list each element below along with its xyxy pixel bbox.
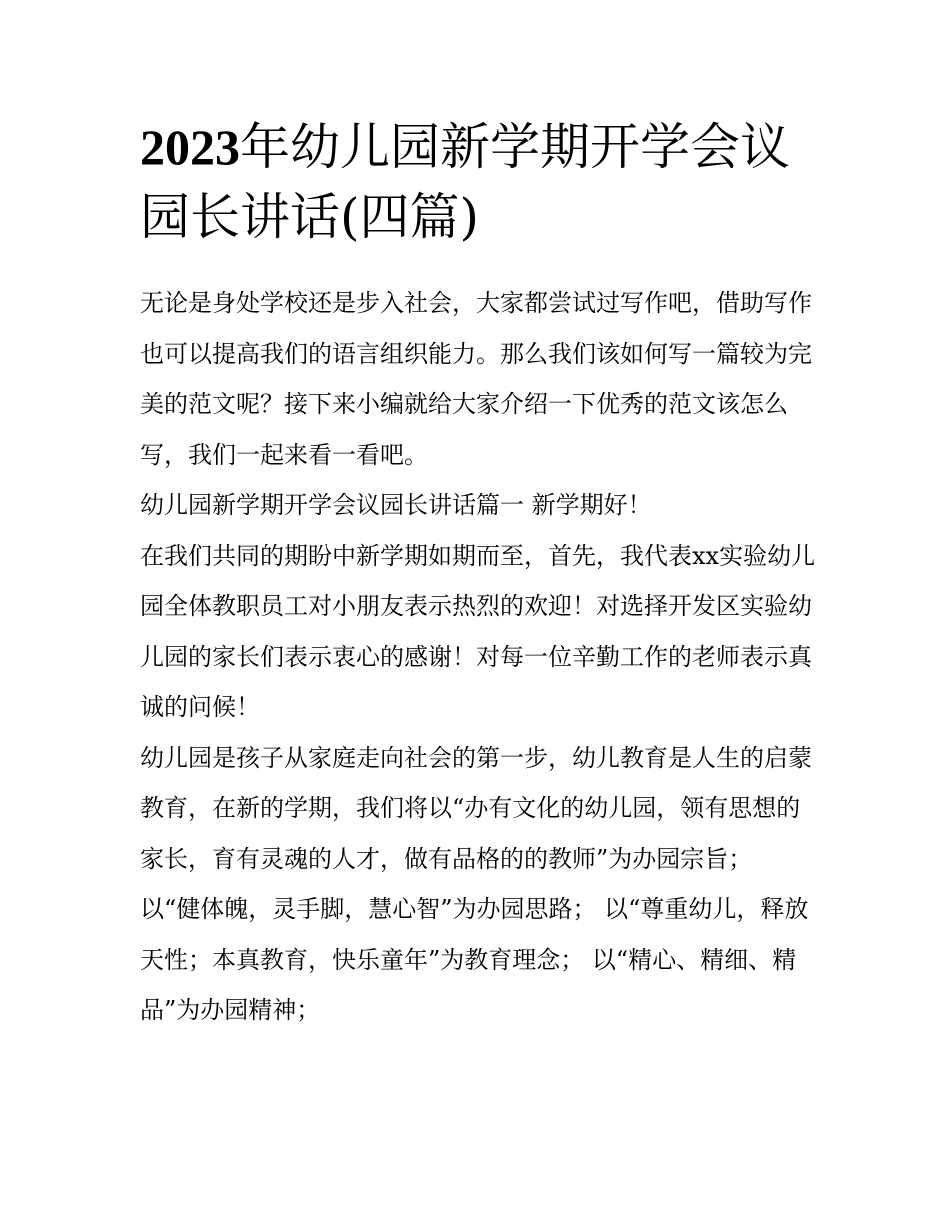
document-title: 2023年幼儿园新学期开学会议园长讲话(四篇) <box>140 118 790 246</box>
paragraph-section-heading: 幼儿园新学期开学会议园长讲话篇一 新学期好！ <box>140 491 652 519</box>
paragraph-welcome: 在我们共同的期盼中新学期如期而至，首先，我代表xx实验幼儿园全体教职员工对小朋友表示热烈的欢迎！对选择开发区实验幼儿园的家长们表示衷心的感谢！对每一位辛勤工作的老师表示真诚的问候！ <box>140 541 816 721</box>
title-year: 2023 <box>140 119 240 175</box>
paragraph-purpose: 幼儿园是孩子从家庭走向社会的第一步，幼儿教育是人生的启蒙教育，在新的学期，我们将以“办有文化的幼儿园，领有思想的家长，育有灵魂的人才，做有品格的的教师”为办园宗旨； <box>140 743 812 873</box>
document-body <box>140 278 820 1036</box>
paragraph-philosophy: 以“健体魄，灵手脚，慧心智”为办园思路； 以“尊重幼儿，释放天性；本真教育，快乐童年”为教育理念； 以“精心、精细、精品”为办园精神； <box>140 895 809 1024</box>
paragraph-intro: 无论是身处学校还是步入社会，大家都尝试过写作吧，借助写作也可以提高我们的语言组织能力。那么我们该如何写一篇较为完美的范文呢？接下来小编就给大家介绍一下优秀的范文该怎么写，我们一起来看一看吧。 <box>140 289 812 469</box>
